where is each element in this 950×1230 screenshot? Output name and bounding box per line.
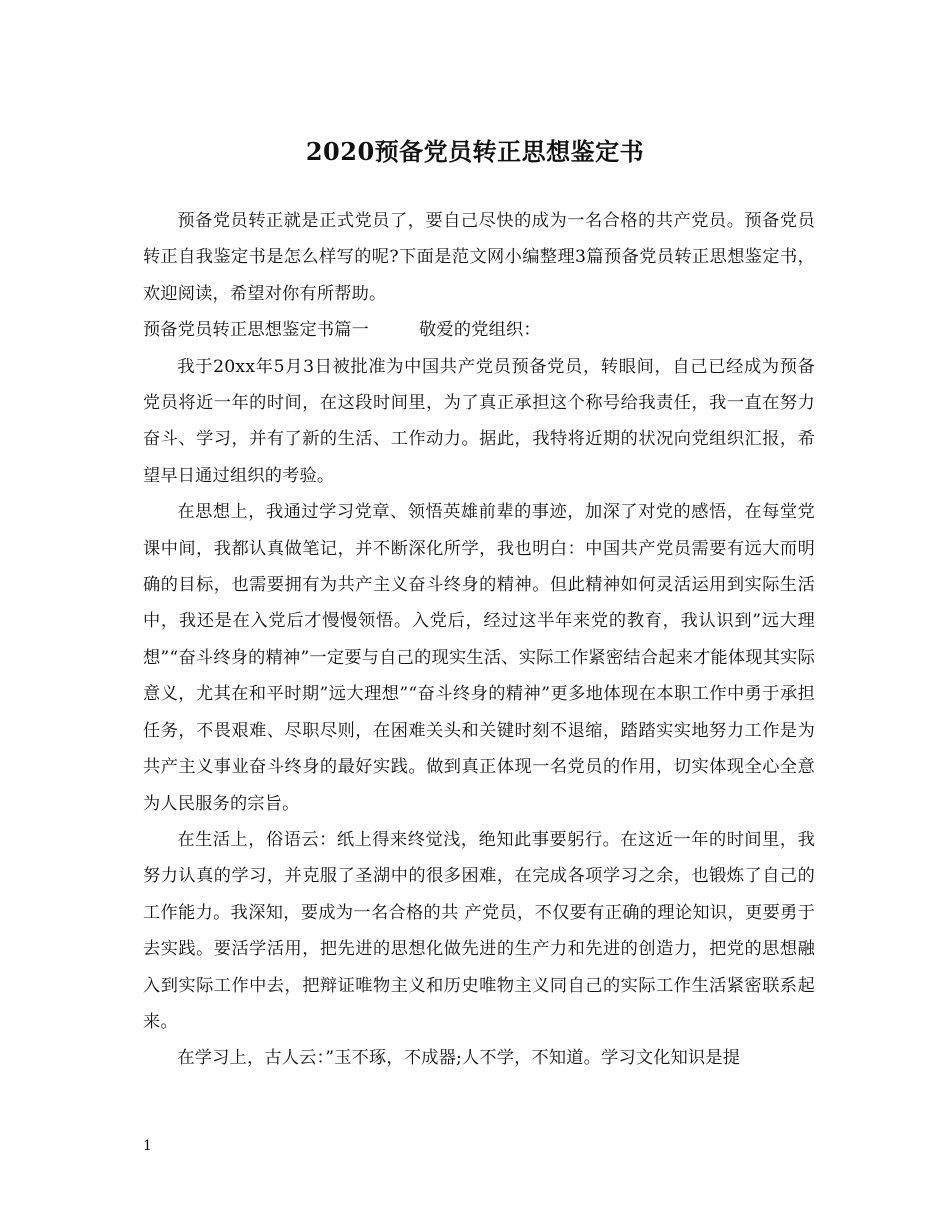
salutation: 敬爱的党组织： [419, 320, 541, 341]
body-paragraph-4: 在学习上，古人云：”玉不琢，不成器;人不学，不知道。学习文化知识是提 [177, 1048, 741, 1069]
body-paragraph-1: 我于20xx年5月3日被批准为中国共产党员预备党员，转眼间，自己已经成为预备党员将近一年的时间，在这段时间里，为了真正承担这个称号给我责任，我一直在努力奋斗、学习，并有了新的生活、工作动力。据此，我特将近期的状况向党组织汇报，希望早日通过组织的考验。 [143, 356, 815, 486]
section-heading-line [143, 312, 815, 348]
body-paragraph-3: 在生活上，俗语云：纸上得来终觉浅，绝知此事要躬行。在这近一年的时间里，我努力认真的学习，并克服了圣湖中的很多困难，在完成各项学习之余，也锻炼了自己的工作能力。我深知，要成为一名合格的共 产党员，不仅要有正确的理论知识，更要勇于去实践。要活学活用，把先进的思想化做先进的生产力和先进的创造力，把党的思想融入到实际工作中去，把辩证唯物主义和历史唯物主义同自己的实际工作生活紧密联系起来。 [143, 829, 815, 1032]
body-paragraph-2: 在思想上，我通过学习党章、领悟英雄前辈的事迹，加深了对党的感悟，在每堂党课中间，我都认真做笔记，并不断深化所学，我也明白：中国共产党员需要有远大而明确的目标，也需要拥有为共产主义奋斗终身的精神。但此精神如何灵活运用到实际生活中，我还是在入党后才慢慢领悟。入党后，经过这半年来党的教育，我认识到”远大理想”“奋斗终身的精神”一定要与自己的现实生活、实际工作紧密结合起来才能体现其实际意义，尤其在和平时期”远大理想”“奋斗终身的精神”更多地体现在本职工作中勇于承担任务，不畏艰难、尽职尽则，在困难关头和关键时刻不退缩，踏踏实实地努力工作是为共产主义事业奋斗终身的最好实践。做到真正体现一名党员的作用，切实体现全心全意为人民服务的宗旨。 [143, 502, 815, 814]
page-number: 1 [143, 1138, 152, 1154]
document-body [143, 203, 815, 1077]
document-title: 2020预备党员转正思想鉴定书 [305, 137, 645, 166]
intro-paragraph: 预备党员转正就是正式党员了，要自己尽快的成为一名合格的共产党员。预备党员转正自我鉴定书是怎么样写的呢?下面是范文网小编整理3篇预备党员转正思想鉴定书，欢迎阅读，希望对你有所帮助。 [143, 211, 815, 304]
section-heading: 预备党员转正思想鉴定书篇一 [143, 320, 370, 341]
